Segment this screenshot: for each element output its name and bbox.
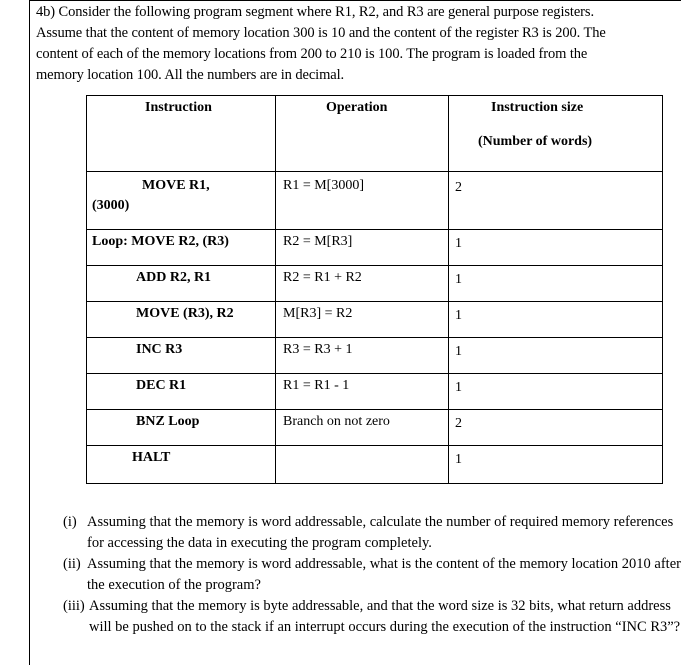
size-cell [449,374,663,410]
header-size: Instruction size [491,100,584,115]
instruction-cell [87,230,276,266]
size-cell [449,338,663,374]
operation-text: R2 = M[R3] [283,234,353,249]
size-text: 1 [455,236,462,251]
intro-line-3: content of each of the memory locations from 200 to 210 is 100. The program is loaded from the [36,46,588,62]
instruction-cell [87,374,276,410]
question-text: Assuming that the memory is word addressable, calculate the number of required memory references for accessing the data in executing the program completely. [87,514,674,551]
instruction-cell [87,266,276,302]
table-row [87,266,663,302]
problem-statement [36,2,681,86]
operation-text: Branch on not zero [283,414,390,429]
question-list [63,512,681,638]
operation-text: R1 = R1 - 1 [283,378,350,393]
header-instruction: Instruction [145,100,212,115]
question-text: Assuming that the memory is byte addressable, and that the word size is 32 bits, what return address will be pushed on to the stack if an interrupt occurs during the execution of the instruction “INC R3”? [89,598,681,635]
instruction-text: MOVE (R3), R2 [136,306,234,321]
header-operation-cell [276,96,449,172]
instruction-text: BNZ Loop [136,414,200,429]
question-item [63,596,681,638]
instruction-cell [87,338,276,374]
table-row [87,172,663,230]
operation-cell [276,374,449,410]
instruction-cell [87,410,276,446]
question-item [63,512,681,554]
operation-cell [276,338,449,374]
instruction-text: HALT [132,450,171,465]
table-row [87,338,663,374]
left-border-line [29,0,30,665]
instruction-text-cont: (3000) [92,198,130,213]
size-text: 2 [455,180,462,195]
operation-cell [276,230,449,266]
size-cell [449,410,663,446]
intro-line-4: memory location 100. All the numbers are in decimal. [36,67,345,83]
operation-text: R2 = R1 + R2 [283,270,362,285]
size-text: 1 [455,272,462,287]
size-cell [449,302,663,338]
instruction-text: MOVE R1, [142,178,210,193]
instruction-cell [87,446,276,484]
header-size-sub: (Number of words) [478,134,593,149]
operation-text: R1 = M[3000] [283,178,365,193]
question-number: (i) [63,514,77,530]
size-text: 1 [455,344,462,359]
size-text: 2 [455,416,462,431]
size-text: 1 [455,380,462,395]
instruction-text: INC R3 [136,342,183,357]
instruction-cell [87,302,276,338]
size-cell [449,266,663,302]
size-cell [449,446,663,484]
table-row [87,374,663,410]
question-number: (iii) [63,598,85,614]
intro-line-1: 4b) Consider the following program segment where R1, R2, and R3 are general purpose registers. [36,4,594,20]
question-text: Assuming that the memory is word addressable, what is the content of the memory location 2010 after the execution of the program? [87,556,681,593]
size-text: 1 [455,308,462,323]
table-row [87,410,663,446]
question-number: (ii) [63,556,81,572]
instruction-text: ADD R2, R1 [136,270,212,285]
question-item [63,554,681,596]
program-table [86,95,663,484]
top-border-line [29,0,681,1]
instruction-text: DEC R1 [136,378,187,393]
table-row [87,302,663,338]
size-text: 1 [455,452,462,467]
header-operation: Operation [326,100,388,115]
intro-line-2: Assume that the content of memory location 300 is 10 and the content of the register R3 is 200. The [36,25,606,41]
operation-cell [276,446,449,484]
operation-cell [276,172,449,230]
operation-cell [276,302,449,338]
operation-cell [276,410,449,446]
operation-text: M[R3] = R2 [283,306,353,321]
size-cell [449,230,663,266]
table-header-row [87,96,663,172]
operation-cell [276,266,449,302]
header-instruction-cell [87,96,276,172]
table-row [87,230,663,266]
instruction-text: Loop: MOVE R2, (R3) [92,234,229,249]
operation-text: R3 = R3 + 1 [283,342,353,357]
size-cell [449,172,663,230]
table-row [87,446,663,484]
header-size-cell [449,96,663,172]
instruction-cell [87,172,276,230]
